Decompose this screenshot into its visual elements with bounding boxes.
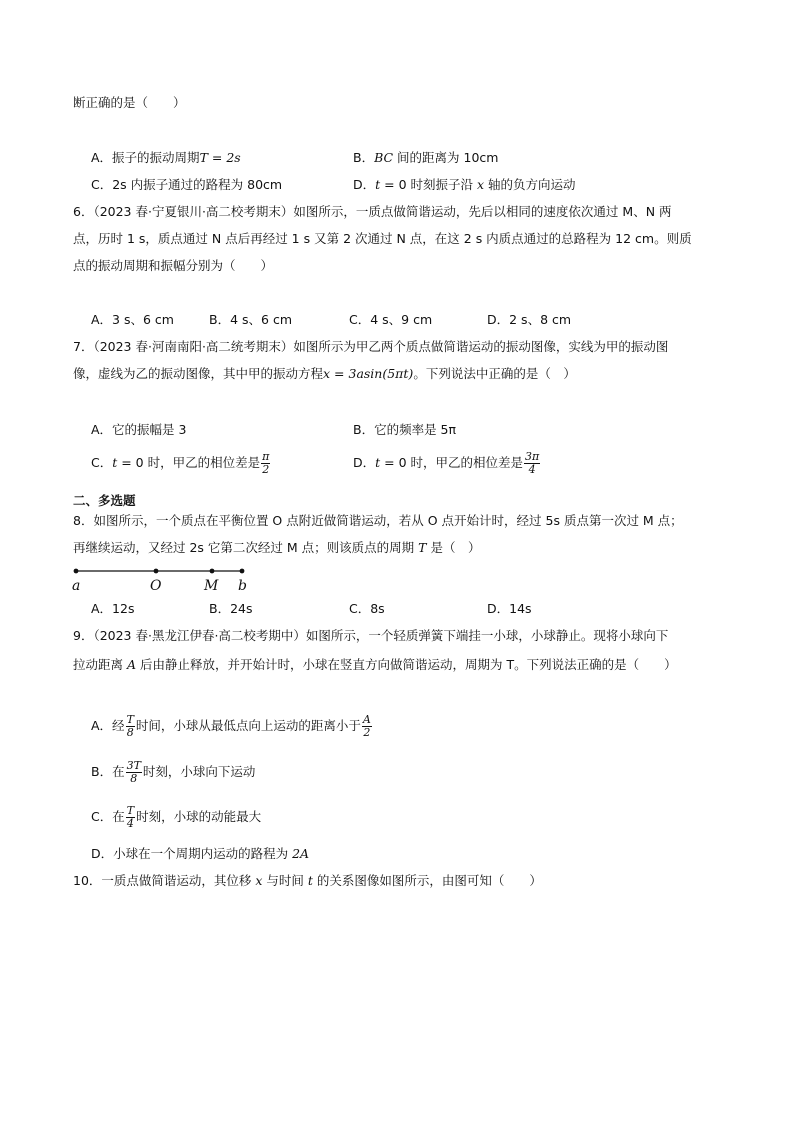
- q5-option-a[interactable]: [91, 149, 241, 167]
- point-m-label: M: [204, 578, 219, 594]
- q8-stem-line2-post: 是（ ）: [426, 540, 481, 555]
- fraction-numerator: T: [126, 804, 135, 817]
- q7-option-c-label: C．: [91, 455, 113, 470]
- q7-equation: x = 3asin(5πt): [323, 366, 414, 381]
- q9-stem-line2-pre: 拉动距离: [73, 657, 127, 672]
- q5-option-b-math: BC: [374, 150, 394, 165]
- q9-option-d[interactable]: [91, 845, 309, 863]
- q7-option-c-t: t: [112, 455, 118, 470]
- q8-option-b[interactable]: B．24s: [209, 601, 253, 616]
- point-b-dot: [240, 569, 245, 574]
- q10-stem-line1: [73, 872, 542, 890]
- q5-option-d-x: x: [477, 177, 485, 192]
- q8-stem-line2-pre: 再继续运动，又经过 2s 它第二次经过 M 点；则该质点的周期: [73, 540, 419, 555]
- q6-option-c[interactable]: C．4 s、9 cm: [349, 312, 433, 327]
- q9-option-a-text: 时间，小球从最低点向上运动的距离小于: [135, 718, 361, 733]
- fraction-numerator: T: [126, 713, 134, 726]
- q9-option-a-fraction-2: [362, 714, 372, 739]
- q7-option-d-label: D．: [353, 455, 376, 470]
- q8-option-a[interactable]: A．12s: [91, 601, 135, 616]
- q7-option-d[interactable]: [353, 451, 541, 476]
- q7-stem-line2-pre: 像，虚线为乙的振动图像，其中甲的振动方程: [73, 366, 324, 381]
- q9-stem-line1: 9．（2023 春·黑龙江伊春·高二校考期中）如图所示，一个轻质弹簧下端挂一小球，小球静止。现将小球向下: [73, 628, 669, 643]
- q5-option-d-text: 轴的负方向运动: [484, 177, 576, 192]
- q7-stem-line2-post: 。下列说法中正确的是（ ）: [413, 366, 576, 381]
- q7-option-c-fraction: [261, 451, 270, 476]
- q7-option-a[interactable]: A．它的振幅是 3: [91, 422, 187, 437]
- q10-stem-post: 的关系图像如图所示，由图可知（ ）: [312, 873, 542, 888]
- fraction-numerator: 3π: [525, 450, 540, 463]
- q7-option-c[interactable]: [91, 451, 271, 476]
- q9-stem-line2-post: 后由静止释放，并开始计时，小球在竖直方向做简谐运动，周期为 T。下列说法正确的是（ ）: [136, 657, 677, 672]
- q9-option-c[interactable]: [91, 805, 261, 830]
- q8-option-c[interactable]: C．8s: [349, 601, 385, 616]
- point-b-label: b: [238, 578, 247, 594]
- q7-stem-line2: [73, 365, 576, 383]
- q9-option-b[interactable]: [91, 760, 255, 785]
- fraction-denominator: 8: [130, 772, 138, 785]
- q5-option-b[interactable]: [353, 149, 498, 167]
- fraction-denominator: 8: [126, 726, 134, 739]
- q8-line-diagram: [70, 562, 260, 594]
- q8-option-d[interactable]: D．14s: [487, 601, 532, 616]
- q9-option-b-label: B．在: [91, 764, 125, 779]
- q5-option-d-mid: = 0 时刻振子沿: [380, 177, 477, 192]
- q10-stem-mid: 与时间: [262, 873, 308, 888]
- q8-stem-line1: 8．如图所示，一个质点在平衡位置 O 点附近做简谐运动，若从 O 点开始计时，经过 5s 质点第一次过 M 点；: [73, 513, 683, 528]
- q9-option-c-text: 时刻，小球的动能最大: [136, 809, 262, 824]
- q9-option-d-text: D．小球在一个周期内运动的路程为: [91, 846, 293, 861]
- q5-option-a-text: A．振子的振动周期: [91, 150, 200, 165]
- section-title-multiple-choice: 二、多选题: [73, 493, 136, 508]
- q9-option-d-math: 2A: [292, 846, 310, 861]
- q6-option-a[interactable]: A．3 s、6 cm: [91, 312, 174, 327]
- point-m-dot: [210, 569, 215, 574]
- q9-stem-line2: [73, 656, 677, 674]
- point-o-dot: [154, 569, 159, 574]
- q5-option-c[interactable]: C．2s 内振子通过的路程为 80cm: [91, 177, 283, 192]
- fraction-denominator: 2: [363, 726, 371, 739]
- q6-stem-line3: 点的振动周期和振幅分别为（ ）: [73, 258, 274, 273]
- point-a-label: a: [72, 578, 81, 594]
- q9-option-c-label: C．在: [91, 809, 125, 824]
- q5-option-d-t: t: [375, 177, 381, 192]
- q6-stem-line1: 6．（2023 春·宁夏银川·高二校考期末）如图所示，一质点做简谐运动，先后以相同的速度依次通过 M、N 两: [73, 204, 672, 219]
- q7-option-c-text: = 0 时，甲乙的相位差是: [117, 455, 261, 470]
- q7-option-d-fraction: [524, 451, 540, 476]
- fraction-denominator: 4: [528, 463, 536, 476]
- q5-option-b-label: B．: [353, 150, 375, 165]
- q9-option-b-text: 时刻，小球向下运动: [142, 764, 256, 779]
- q10-stem-pre: 10．一质点做简谐运动，其位移: [73, 873, 256, 888]
- q8-period-symbol: T: [418, 540, 427, 555]
- fraction-denominator: 4: [126, 817, 134, 830]
- q7-option-d-text: = 0 时，甲乙的相位差是: [380, 455, 524, 470]
- q9-option-b-fraction: [126, 760, 142, 785]
- q7-option-b[interactable]: B．它的频率是 5π: [353, 422, 457, 437]
- q5-option-a-math: T = 2s: [199, 150, 241, 165]
- q8-stem-line2: [73, 539, 480, 557]
- q10-x-symbol: x: [255, 873, 263, 888]
- q9-option-c-fraction: [126, 805, 135, 830]
- q6-option-d[interactable]: D．2 s、8 cm: [487, 312, 572, 327]
- q9-option-a-label: A．经: [91, 718, 125, 733]
- q5-option-b-text: 间的距离为 10cm: [393, 150, 499, 165]
- q6-option-b[interactable]: B．4 s、6 cm: [209, 312, 292, 327]
- fraction-denominator: 2: [262, 463, 270, 476]
- q9-option-a[interactable]: [91, 714, 373, 739]
- q7-option-d-t: t: [375, 455, 381, 470]
- q6-stem-line2: 点，历时 1 s，质点通过 N 点后再经过 1 s 又第 2 次通过 N 点，在这 2 s 内质点通过的总路程为 12 cm。则质: [73, 231, 692, 246]
- q9-option-a-fraction-1: [126, 714, 135, 739]
- q5-stem-tail: 断正确的是（ ）: [73, 95, 186, 110]
- fraction-numerator: π: [262, 450, 270, 463]
- point-o-label: O: [150, 578, 162, 594]
- q5-option-d[interactable]: [353, 176, 576, 194]
- q10-t-symbol: t: [307, 873, 313, 888]
- q7-stem-line1: 7．（2023 春·河南南阳·高二统考期末）如图所示为甲乙两个质点做简谐运动的振动图像，实线为甲的振动图: [73, 339, 669, 354]
- fraction-numerator: A: [362, 713, 371, 726]
- q5-option-d-label: D．: [353, 177, 376, 192]
- q9-amplitude-symbol: A: [126, 657, 137, 672]
- point-a-dot: [74, 569, 79, 574]
- fraction-numerator: 3T: [126, 759, 141, 772]
